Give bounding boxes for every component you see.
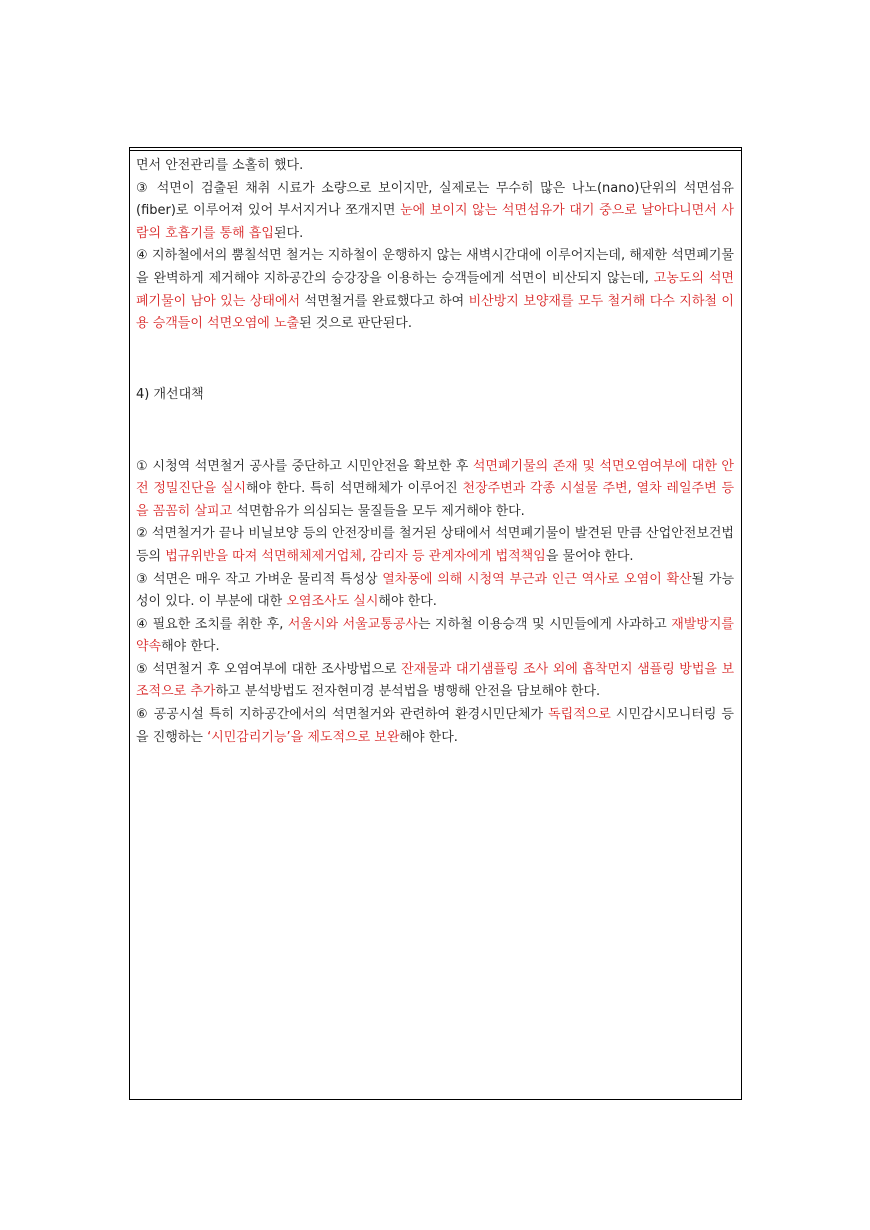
highlighted-text: 재발방지를 약속 <box>136 616 734 655</box>
highlighted-text: 서울시와 서울교통공사 <box>287 616 418 632</box>
paragraph-i5 <box>136 659 734 704</box>
frame-top-rule <box>129 150 742 151</box>
body-text: ① 시청역 석면철거 공사를 중단하고 시민안전을 확보한 후 <box>136 458 473 474</box>
paragraph-i6 <box>136 704 734 749</box>
paragraph-i3 <box>136 569 734 614</box>
body-text: 면서 안전관리를 소홀히 했다. <box>136 158 304 173</box>
body-text: 석면함유가 의심되는 물질들을 모두 제거해야 한다. <box>232 503 525 519</box>
paragraph-i2 <box>136 523 734 568</box>
paragraph-p0 <box>136 155 734 178</box>
body-text: 해야 한다. <box>378 594 437 610</box>
paragraph-i1 <box>136 456 734 524</box>
highlighted-text: 법규위반을 따져 석면해체제거업체, 감리자 등 관계자에게 법적책임 <box>165 548 546 564</box>
body-text: 될 가능성이 있다. 이 부분에 대한 <box>136 571 735 610</box>
highlighted-text: 석면폐기물의 존재 및 석면오염여부에 대한 안전 정밀진단을 실시 <box>136 458 734 497</box>
body-text: 된다. <box>273 225 304 241</box>
body-text: ④ 필요한 조치를 취한 후, <box>136 616 288 632</box>
paragraph-h4 <box>136 384 734 407</box>
body-text: ④ 지하철에서의 뿜칠석면 철거는 지하철이 운행하지 않는 새벽시간대에 이루어지는데, 해제한 석면폐기물을 완벽하게 제거해야 지하공간의 승강장을 이용하는 승객들에게 석면이 비산되지 않는데, <box>136 248 734 286</box>
blank-line <box>136 420 734 443</box>
body-text: 을 물어야 한다. <box>545 548 634 564</box>
body-text: 해야 한다. <box>161 639 220 655</box>
body-text: 된 것으로 판단된다. <box>299 316 412 332</box>
body-text: 해야 한다. <box>399 729 458 745</box>
body-text: ⑤ 석면철거 후 오염여부에 대한 조사방법으로 <box>136 661 402 677</box>
body-text: ② 석면철거가 끝나 비닐보양 등의 안전장비를 철거된 상태에서 석면폐기물이 발견된 만큼 산업안전보건법 등의 <box>136 526 734 564</box>
paragraph-p2 <box>136 245 734 335</box>
body-text: 4) 개선대책 <box>136 387 204 403</box>
highlighted-text: ‘시민감리기능’을 제도적으로 보완 <box>207 729 400 745</box>
highlighted-text: 고농도의 석면폐기물이 남아 있는 상태에서 <box>136 270 734 309</box>
paragraph-p1 <box>136 178 734 246</box>
blank-line <box>136 349 734 372</box>
body-text: 는 지하철 이용승객 및 시민들에게 사과하고 <box>417 616 672 632</box>
highlighted-text: 천장주변과 각종 시설물 주변, 열차 레일주변 등을 꼼꼼히 살피고 <box>136 481 734 519</box>
highlighted-text: 비산방지 보양재를 모두 철거해 다수 지하철 이용 승객들이 석면오염에 노출 <box>136 293 734 332</box>
highlighted-text: 잔재물과 대기샘플링 조사 외에 흡착먼지 샘플링 방법을 보조적으로 추가 <box>136 661 734 700</box>
body-text: 시민감시모니터링 등을 진행하는 <box>136 707 734 745</box>
body-text: 해야 한다. 특히 석면해체가 이루어진 <box>246 481 463 497</box>
paragraph-i4 <box>136 614 734 659</box>
body-text: ③ 석면이 검출된 채취 시료가 소량으로 보이지만, 실제로는 무수히 많은 나노(nano)단위의 석면섬유(fiber)로 이루어져 있어 부서지거나 쪼개지면 <box>136 180 734 219</box>
highlighted-text: 독립적으로 <box>548 707 611 723</box>
highlighted-text: 열차풍에 의해 시청역 부근과 인근 역사로 오염이 확산 <box>382 571 692 587</box>
highlighted-text: 오염조사도 실시 <box>286 594 379 610</box>
body-text: ⑥ 공공시설 특히 지하공간에서의 석면철거와 관련하여 환경시민단체가 <box>136 707 549 723</box>
highlighted-text: 눈에 보이지 않는 석면섬유가 대기 중으로 날아다니면서 사람의 호흡기를 통해 흡입 <box>136 203 734 241</box>
document-body <box>136 155 734 749</box>
body-text: 석면철거를 완료했다고 하여 <box>300 293 469 309</box>
body-text: 하고 분석방법도 전자현미경 분석법을 병행해 안전을 담보해야 한다. <box>215 684 601 700</box>
body-text: ③ 석면은 매우 작고 가벼운 물리적 특성상 <box>136 571 383 587</box>
